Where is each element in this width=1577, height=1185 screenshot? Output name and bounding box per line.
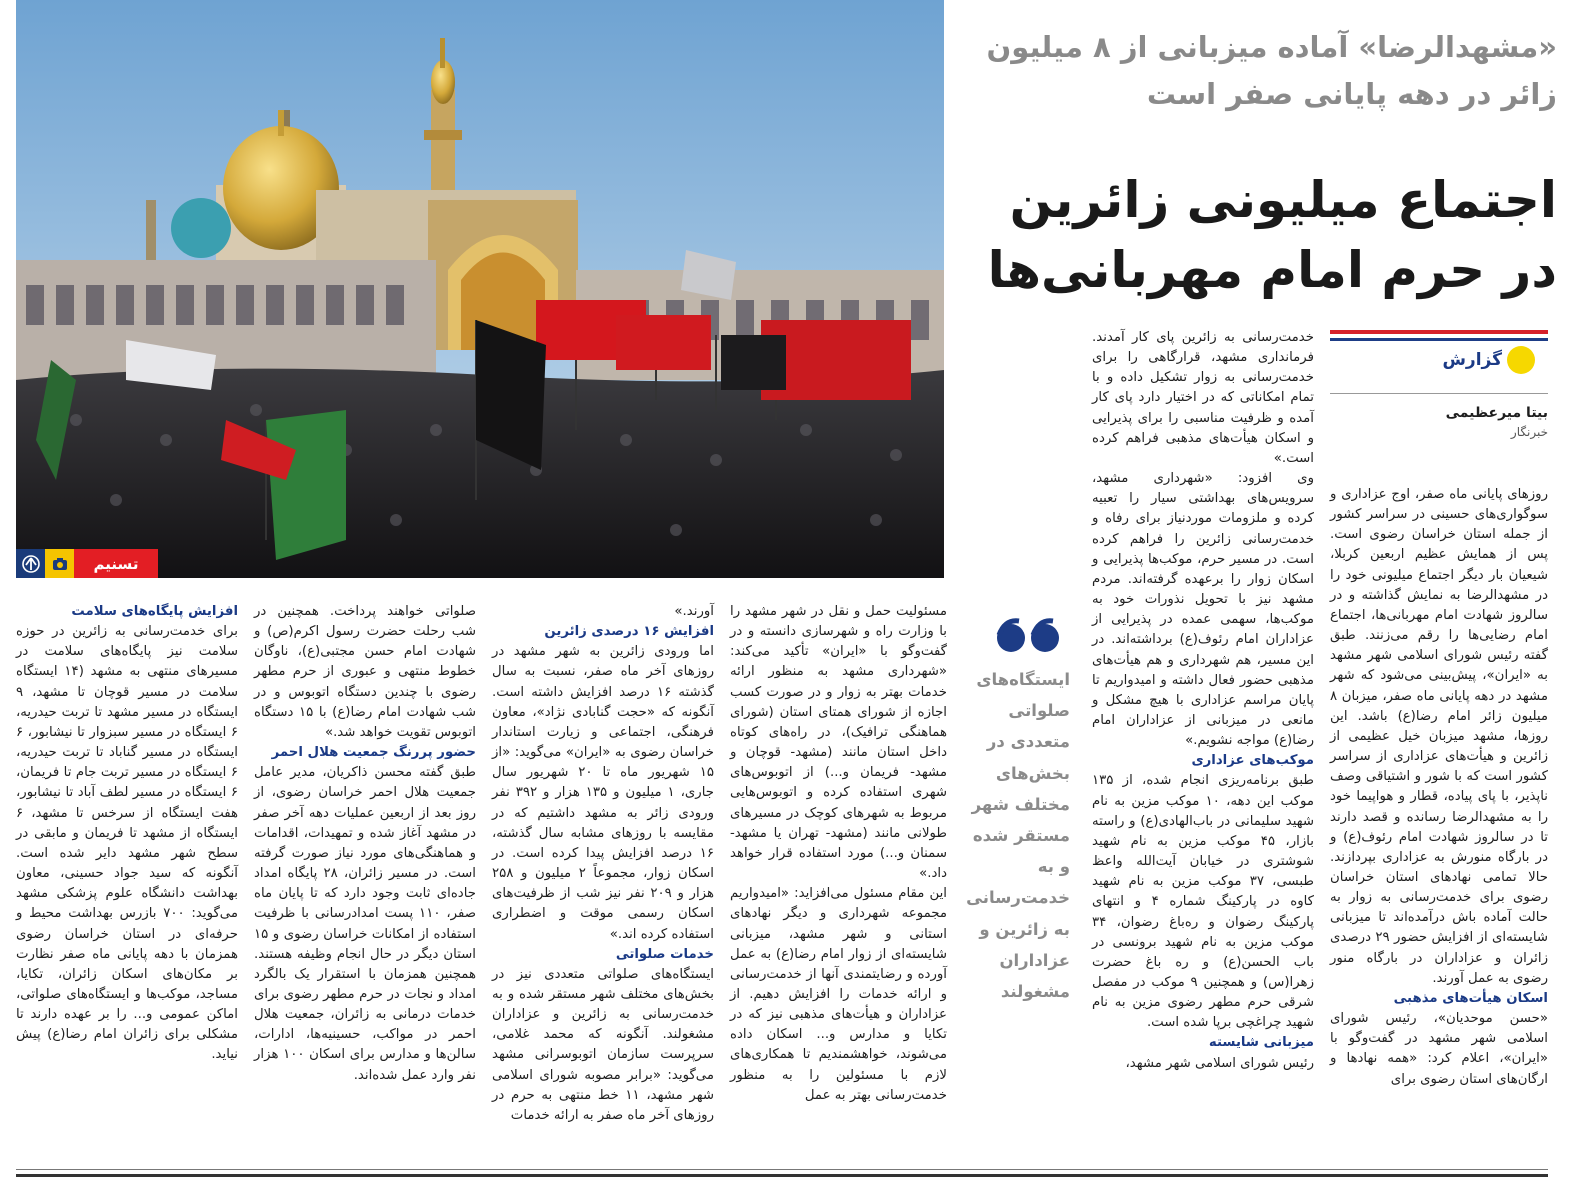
page-bottom-rule <box>16 1169 1548 1170</box>
section-dot-icon <box>1507 346 1535 374</box>
shrine-photo <box>16 0 944 578</box>
section-divider <box>1330 393 1548 394</box>
paragraph: خدمت‌رسانی به زائرین پای کار آمدند. فرمانداری مشهد، قرارگاهی را برای خدمت‌رسانی به زوار تشکیل داده و با تمام امکاناتی که در اختیار دارد پای کار آمده و ظرفیت مناسبی را برای پذیرایی و اسکان هیأت‌های مذهبی فراهم کرده است.» <box>1092 330 1314 466</box>
subheading: خدمات صلواتی <box>615 946 714 962</box>
arrow-up-icon <box>16 549 45 578</box>
article-column-6 <box>254 602 476 1086</box>
author-name: بیتا میرعظیمی <box>1445 405 1548 421</box>
page-bottom-rule-thick <box>16 1174 1548 1177</box>
paragraph: رئیس شورای اسلامی شهر مشهد، <box>1125 1055 1314 1071</box>
article-column-5 <box>492 602 714 1126</box>
paragraph: مسئولیت حمل و نقل در شهر مشهد را با وزارت راه و شهرسازی دانسته و در گفت‌وگو با «ایران» تأکید می‌کند: «شهرداری مشهد به منظور ارائه خدمات بهتر به زوار و در صورت کسب اجازه از شورای همتای استان (شورای هماهنگی ترافیک)، در راه‌های کوتاه داخل استان مانند (مشهد- قوچان و مشهد- فریمان و...) از اتوبوس‌های شهری استفاده کرده و اتوبوس‌هایی مربوط به شهرهای کوچک در مسیرهای طولانی مانند (مشهد- تهران یا مشهد- سمنان و...) مورد استفاده قرار خواهد داد.» <box>730 604 947 882</box>
pull-quote: ایستگاه‌های صلواتی متعددی در بخش‌های مختلف شهر مستقر شده و به خدمت‌رسانی به زائرین و عزاداران مشغولند <box>966 670 1070 1002</box>
photo-credit-bar <box>16 549 158 578</box>
paragraph: ایستگاه‌های صلواتی متعددی نیز در بخش‌های مختلف شهر مستقر شده و به خدمت‌رسانی به زائرین و عزاداران مشغولند. آنگونه که محمد غلامی، سرپرست سازمان اتوبوسرانی مشهد می‌گوید: «برابر مصوبه شورای اسلامی شهر مشهد، ۱۱ خط منتهی به حرم در روزهای آخر ماه صفر به ارائه خدمات <box>492 966 714 1123</box>
paragraph: وی افزود: «شهرداری مشهد، سرویس‌های بهداشتی سیار را تعبیه کرده و ملزومات موردنیاز برای رفاه و خدمت‌رسانی زائرین را فراهم کرده است. در مسیر حرم، موکب‌ها پذیرایی و اسکان زوار را برعهده گرفته‌اند. مردم مشهد نیز با تحویل نذورات خود به موکب‌ها، سهمی عمده در پذیرایی از عزاداران امام رئوف(ع) برداشته‌اند. در این مسیر، هم شهرداری و هم هیأت‌های مذهبی حضور فعال داشته و امیدواریم تا پایان مراسم عزاداری با هیچ مشکل و مانعی در میزبانی از عزاداران امام رضا(ع) مواجه نشویم.» <box>1092 471 1314 749</box>
quote-mark-icon <box>995 617 1065 653</box>
article-column-1 <box>1330 485 1548 1090</box>
paragraph: صلواتی خواهند پرداخت. همچنین در شب رحلت حضرت رسول اکرم(ص) و شهادت امام حسن مجتبی(ع)، ناوگان خطوط منتهی و عبوری از حرم مطهر رضوی با چندین دستگاه اتوبوس و در شب شهادت امام رضا(ع) با ۱۵ دستگاه اتوبوس تقویت خواهد شد.» <box>254 604 476 740</box>
camera-icon <box>45 549 74 578</box>
paragraph: این مقام مسئول می‌افزاید: «امیدواریم مجموعه شهرداری و دیگر نهادهای استانی و شهر مشهد، میزبانی شایسته‌ای از زوار امام رضا(ع) به عمل آورده و رضایتمندی آنها از خدمت‌رسانی و ارائه خدمات را افزایش دهیم. از عزاداران و هیأت‌های مذهبی نیز که در تکایا و مدارس و... اسکان داده می‌شوند، خواهشمندیم تا همکاری‌های لازم با مسئولین را به منظور خدمت‌رسانی بهتر به عمل <box>730 886 947 1103</box>
subheading: اسکان هیأت‌های مذهبی <box>1393 990 1548 1006</box>
headline: اجتماع میلیونی زائرین در حرم امام مهربانی‌ها <box>987 171 1557 299</box>
section-label: گزارش <box>1442 350 1502 370</box>
subheading: حضور پررنگ جمعیت هلال احمر <box>271 745 476 761</box>
subheading: میزبانی شایسته <box>1208 1035 1314 1051</box>
article-column-4 <box>730 602 947 1106</box>
paragraph: برای خدمت‌رسانی به زائرین در حوزه سلامت نیز پایگاه‌های سلامت در مسیرهای منتهی به مشهد (۱۴ ایستگاه سلامت در مسیر قوچان تا مشهد، ۹ ایستگاه در مسیر مشهد تا تربت حیدریه، ۶ ایستگاه در مسیر سبزوار تا نیشابور، ۶ ایستگاه در مسیر گناباد تا تربت حیدریه، ۶ ایستگاه در مسیر تربت جام تا فریمان، ۶ ایستگاه در مسیر لطف آباد تا نیشابور، هفت ایستگاه از سرخس تا مشهد، ۶ ایستگاه از مشهد تا فریمان و مابقی در سطح شهر مشهد دایر شده است. آنگونه که سید جواد حسینی، معاون بهداشت دانشگاه علوم پزشکی مشهد می‌گوید: ۷۰۰ بازرس بهداشت محیط و حرفه‌ای در استان خراسان رضوی همزمان با دهه پایانی ماه صفر نظارت بر مکان‌های اسکان زائران، تکایا، مساجد، موکب‌ها و ایستگاه‌های صلواتی، اماکن عمومی و... را بر عهده دارند تا مشکلی برای زائران امام رضا(ع) پیش نیاید. <box>16 624 238 1063</box>
article-column-2 <box>1092 328 1314 1074</box>
supertitle: «مشهدالرضا» آماده میزبانی از ۸ میلیون زائر در دهه پایانی صفر است <box>986 30 1557 111</box>
paragraph: آورند.» <box>674 604 714 619</box>
section-rule-red <box>1330 330 1548 334</box>
subheading: افزایش ۱۶ درصدی زائرین <box>544 624 714 640</box>
subheading: موکب‌های عزاداری <box>1191 753 1314 769</box>
author-role: خبرنگار <box>1510 425 1548 439</box>
section-rule-blue <box>1330 338 1548 341</box>
paragraph: اما ورودی زائرین به شهر مشهد در روزهای آخر ماه صفر، نسبت به سال گذشته ۱۶ درصد افزایش داشته است. آنگونه که «حجت گنابادی نژاد»، معاون فرهنگی، اجتماعی و زیارت استاندار خراسان رضوی به «ایران» می‌گوید: «از ۱۵ شهریور ماه تا ۲۰ شهریور سال جاری، ۱ میلیون و ۱۳۵ هزار و ۳۹۲ نفر ورودی زائر به مشهد داشتیم که در مقایسه با روزهای مشابه سال گذشته، ۱۶ درصد افزایش پیدا کرده است. در اسکان زوار، مجموعاً ۲ میلیون و ۲۵۸ هزار و ۲۰۹ نفر نیز شب از ظرفیت‌های اسکان رسمی موقت و اضطراری استفاده کرده اند.» <box>492 644 715 942</box>
paragraph: «حسن موحدیان»، رئیس شورای اسلامی شهر مشهد در گفت‌وگو با «ایران»، اعلام کرد: «همه نهادها و ارگان‌های استان رضوی برای <box>1330 1011 1548 1087</box>
subheading: افزایش پایگاه‌های سلامت <box>71 604 238 619</box>
paragraph: طبق گفته محسن ذاکریان، مدیر عامل جمعیت هلال احمر خراسان رضوی، از روز بعد از اربعین عملیات دهه آخر صفر در مشهد آغاز شده و تمهیدات، اقدامات و هماهنگی‌های مورد نیاز صورت گرفته است. در مسیر زائران، ۲۸ پایگاه امداد جاده‌ای ثابت وجود دارد که تا پایان ماه صفر، ۱۱۰ پست امدادرسانی با ظرفیت استفاده از امکانات خراسان رضوی و ۱۵ استان دیگر در حال انجام وظیفه هستند. همچنین همزمان با استقرار یک بالگرد امداد و نجات در حرم مطهر رضوی برای خدمات درمانی به زائران، جمعیت هلال احمر در مواکب، حسینیه‌ها، ادارات، سالن‌ها و مدارس برای اسکان ۱۰۰ هزار نفر وارد عمل شده‌اند. <box>254 765 477 1083</box>
photo-credit: تسنیم <box>93 554 139 573</box>
article-column-7 <box>16 602 238 1066</box>
paragraph: طبق برنامه‌ریزی انجام شده، از ۱۳۵ موکب این دهه، ۱۰ موکب مزین به نام شهید سلیمانی در باب‌الهادی(ع) و راسته بازار، ۴۵ موکب مزین به نام شهید شوشتری در خیابان آیت‌الله واعظ طبسی، ۳۷ موکب مزین به نام شهید کاوه در پارکینگ شماره ۴ و انتهای پارکینگ رضوان و ره‌باغ رضوان، ۳۴ موکب مزین به نام شهید برونسی در باب الحسن(ع) و ره باغ حضرت زهرا(س) و همچنین ۹ موکب در مفصل شرقی حرم مطهر رضوی مزین به نام شهید چراغچی برپا شده است. <box>1092 773 1315 1031</box>
paragraph: روزهای پایانی ماه صفر، اوج عزاداری و سوگواری‌های حسینی در سراسر کشور از جمله استان خراسان رضوی است. پس از همایش عظیم اربعین کربلا، شیعیان بار دیگر اجتماع میلیونی خود را در مشهدالرضا به نمایش گذاشته و در سالروز شهادت امام مهربانی‌ها، اجتماع امام رضایی‌ها را رقم می‌زنند. طبق گفته رئیس شورای اسلامی شهر مشهد به «ایران»، پیش‌بینی می‌شود که شهر مشهد در دهه پایانی ماه صفر، میزبان ۸ میلیون زائر امام رضا(ع) باشد. این روزها، مشهد میزبان خیل عظیمی از زائرین و هیأت‌های عزاداری از سراسر کشور است که با شور و اشتیاقی وصف ناپذیر، با پای پیاده، قطار و هواپیما خود را به مشهدالرضا رسانده و قصد دارند تا در سالروز شهادت امام رئوف(ع) و در بارگاه منورش به عزاداری بپردازند. حالا تمامی نهادهای استان خراسان رضوی برای خدمت‌رسانی به زوار به حالت آماده باش درآمده‌اند تا میزبانی شایسته‌ای از افزایش حضور ۲۹ درصدی زائران و عزاداران در بارگاه منور رضوی به عمل آورند. <box>1330 487 1549 986</box>
